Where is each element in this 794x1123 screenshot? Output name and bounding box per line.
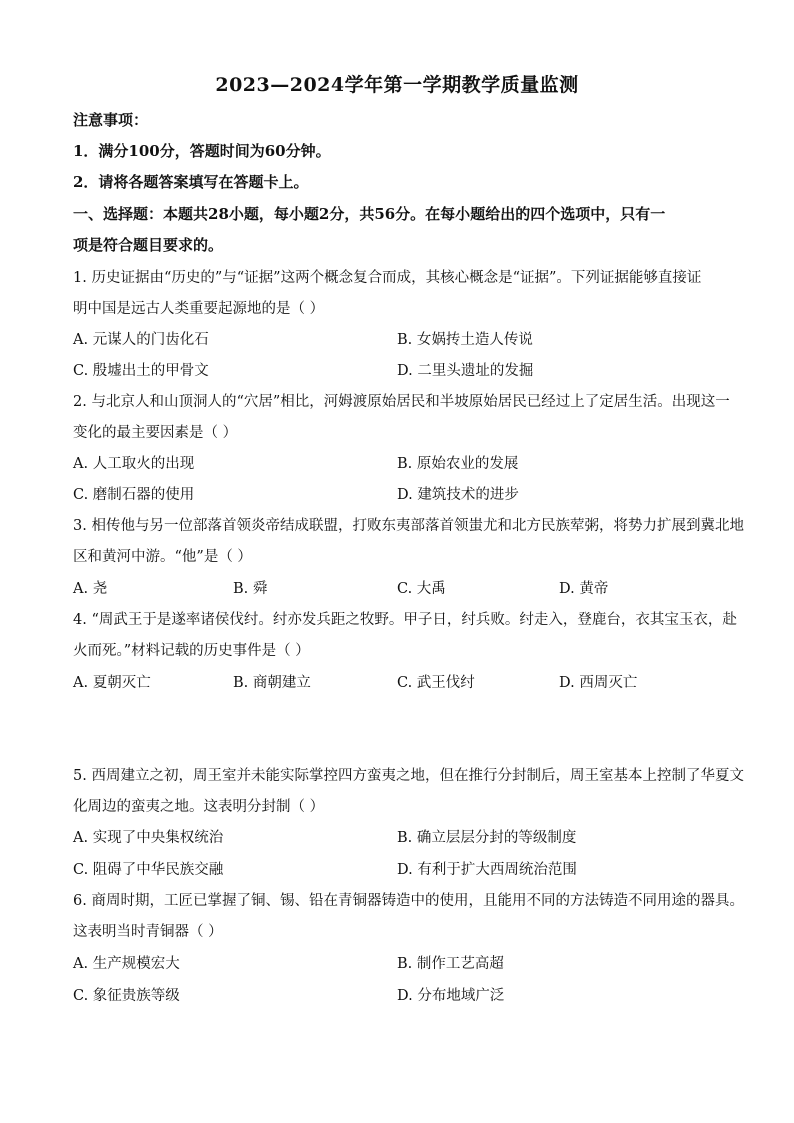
- question-1-option-c: C. 殷墟出土的甲骨文: [73, 363, 209, 379]
- question-6-option-c: C. 象征贵族等级: [73, 988, 180, 1004]
- question-4-option-c: C. 武王伐纣: [397, 675, 475, 691]
- question-2-option-a: A. 人工取火的出现: [73, 456, 195, 472]
- question-6-option-d: D. 分布地域广泛: [397, 988, 505, 1004]
- question-3-option-a: A. 尧: [73, 581, 108, 597]
- question-5-option-b: B. 确立层层分封的等级制度: [397, 830, 577, 846]
- notes-item-2: 2．请将各题答案填写在答题卡上。: [73, 173, 309, 191]
- question-3-option-d: D. 黄帝: [559, 581, 609, 597]
- question-5-stem-line-2: 化周边的蛮夷之地。这表明分封制（ ）: [73, 799, 325, 815]
- question-5-option-d: D. 有利于扩大西周统治范围: [397, 862, 577, 878]
- question-4-option-d: D. 西周灭亡: [559, 675, 638, 691]
- question-2-option-d: D. 建筑技术的进步: [397, 487, 519, 503]
- question-2-option-b: B. 原始农业的发展: [397, 456, 519, 472]
- question-4-stem-line-2: 火而死。”材料记载的历史事件是（ ）: [73, 643, 310, 659]
- question-6-stem-line-1: 6. 商周时期，工匠已掌握了铜、锡、铅在青铜器铸造中的使用，且能用不同的方法铸造不同用途的器具。: [73, 893, 744, 909]
- question-1-option-b: B. 女娲抟土造人传说: [397, 332, 533, 348]
- question-1-option-a: A. 元谋人的门齿化石: [73, 332, 209, 348]
- notes-heading: 注意事项：: [73, 111, 149, 129]
- question-3-option-b: B. 舜: [233, 581, 268, 597]
- notes-item-1: 1．满分100分，答题时间为60分钟。: [73, 142, 331, 160]
- question-6-stem-line-2: 这表明当时青铜器（ ）: [73, 924, 223, 940]
- question-3-stem-line-1: 3. 相传他与另一位部落首领炎帝结成联盟，打败东夷部落首领蚩尤和北方民族荤粥，将势力扩展到冀北地: [73, 518, 744, 534]
- question-4-stem-line-1: 4. “周武王于是遂率诸侯伐纣。纣亦发兵距之牧野。甲子日，纣兵败。纣走入，登鹿台，衣其宝玉衣，赴: [73, 612, 737, 628]
- question-3-stem-line-2: 区和黄河中游。“他”是（ ）: [73, 549, 252, 565]
- question-6-option-b: B. 制作工艺高超: [397, 956, 504, 972]
- section-instruction-line-1: 一、选择题：本题共28小题，每小题2分，共56分。在每小题给出的四个选项中，只有一: [73, 205, 666, 223]
- question-3-option-c: C. 大禹: [397, 581, 446, 597]
- question-2-stem-line-1: 2. 与北京人和山顶洞人的“穴居”相比，河姆渡原始居民和半坡原始居民已经过上了定居生活。出现这一: [73, 394, 730, 410]
- question-4-option-a: A. 夏朝灭亡: [73, 675, 151, 691]
- section-instruction-line-2: 项是符合题目要求的。: [73, 236, 224, 254]
- exam-title: 2023—2024学年第一学期教学质量监测: [215, 74, 579, 96]
- question-2-option-c: C. 磨制石器的使用: [73, 487, 195, 503]
- question-2-stem-line-2: 变化的最主要因素是（ ）: [73, 425, 238, 441]
- question-1-option-d: D. 二里头遗址的发掘: [397, 363, 534, 379]
- question-4-option-b: B. 商朝建立: [233, 675, 311, 691]
- question-1-stem-line-1: 1. 历史证据由“历史的”与“证据”这两个概念复合而成，其核心概念是“证据”。下列证据能够直接证: [73, 270, 702, 286]
- question-6-option-a: A. 生产规模宏大: [73, 956, 180, 972]
- question-5-option-a: A. 实现了中央集权统治: [73, 830, 224, 846]
- question-1-stem-line-2: 明中国是远古人类重要起源地的是（ ）: [73, 301, 325, 317]
- question-5-stem-line-1: 5. 西周建立之初，周王室并未能实际掌控四方蛮夷之地，但在推行分封制后，周王室基本上控制了华夏文: [73, 768, 744, 784]
- question-5-option-c: C. 阻碍了中华民族交融: [73, 862, 224, 878]
